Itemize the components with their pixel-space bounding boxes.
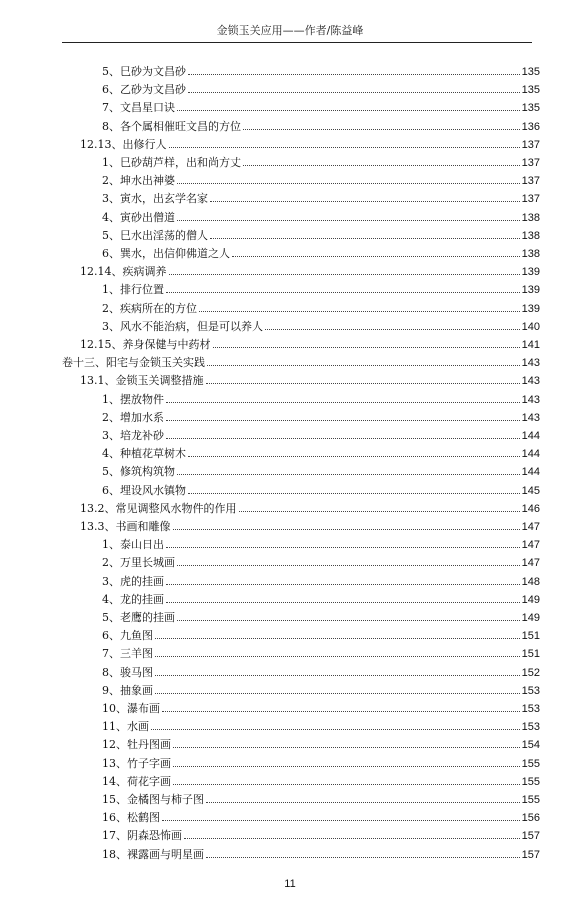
toc-entry[interactable] (102, 772, 540, 790)
toc-entry-page: 149 (521, 612, 540, 624)
toc-entry[interactable] (80, 517, 540, 535)
toc-entry-title: 8、各个属相催旺文昌的方位 (102, 119, 241, 133)
toc-entry[interactable] (102, 717, 540, 735)
toc-entry[interactable] (102, 390, 540, 408)
toc-entry[interactable] (102, 226, 540, 244)
dot-leader (169, 262, 520, 275)
toc-entry-title: 6、九鱼图 (102, 629, 153, 643)
dot-leader (173, 517, 520, 530)
toc-entry-page: 140 (521, 320, 540, 333)
toc-entry-title: 12、牡丹图画 (102, 738, 171, 752)
dot-leader (173, 735, 520, 748)
dot-leader (232, 244, 520, 257)
toc-entry-page: 155 (521, 775, 540, 788)
dot-leader (177, 553, 520, 566)
toc-entry[interactable] (80, 262, 540, 280)
toc-entry-title: 4、种植花草树木 (102, 447, 186, 461)
dot-leader (173, 754, 520, 767)
toc-entry-title: 7、三羊图 (102, 647, 153, 661)
toc-entry[interactable] (102, 153, 540, 171)
toc-entry-page: 153 (521, 721, 540, 734)
toc-entry-title: 6、埋设风水镇物 (102, 483, 186, 497)
toc-entry-page: 144 (521, 448, 540, 461)
toc-entry-title: 5、老鹰的挂画 (102, 611, 175, 624)
dot-leader (206, 371, 520, 384)
toc-entry-title: 5、巳水出淫荡的僧人 (102, 228, 208, 242)
toc-entry-page: 149 (521, 593, 540, 606)
dot-leader (162, 699, 520, 712)
toc-entry-title: 12.14、疾病调养 (80, 265, 167, 279)
toc-entry[interactable] (102, 735, 540, 753)
dot-leader (177, 171, 520, 184)
toc-entry-title: 5、修筑构筑物 (102, 465, 175, 479)
toc-entry-title: 16、松鹤图 (102, 811, 160, 825)
toc-entry-title: 1、排行位置 (102, 283, 164, 297)
toc-entry-title: 4、寅砂出僧道 (102, 210, 175, 224)
toc-entry[interactable] (62, 353, 540, 371)
toc-entry-title: 2、万里长城画 (102, 556, 175, 570)
toc-entry-page: 145 (521, 484, 540, 497)
dot-leader (162, 808, 520, 821)
toc-entry[interactable] (102, 644, 540, 662)
dot-leader (210, 226, 520, 239)
page-number: 11 (284, 878, 296, 890)
toc-entry-title: 13、竹子字画 (102, 756, 171, 770)
toc-entry-title: 17、阴森恐怖画 (102, 829, 182, 843)
dot-leader (199, 299, 520, 312)
toc-entry[interactable] (102, 317, 540, 335)
toc-entry-page: 139 (521, 302, 540, 315)
toc-entry-page: 143 (521, 411, 540, 424)
toc-entry-page: 157 (521, 848, 540, 861)
toc-entry-page: 151 (521, 648, 540, 661)
toc-entry-page: 136 (521, 120, 540, 133)
toc-entry[interactable] (102, 626, 540, 644)
toc-entry[interactable] (102, 754, 540, 772)
dot-leader (243, 153, 520, 166)
toc-entry[interactable] (102, 244, 540, 262)
toc-entry[interactable] (102, 80, 540, 98)
toc-entry-page: 146 (521, 502, 540, 515)
toc-entry-title: 7、文昌星口诀 (102, 101, 175, 115)
toc-entry-title: 12.15、养身保健与中药材 (80, 338, 211, 351)
dot-leader (239, 499, 520, 512)
toc-entry-page: 147 (521, 557, 540, 570)
toc-entry[interactable] (102, 481, 540, 499)
toc-entry-page: 151 (521, 630, 540, 643)
toc-entry[interactable] (102, 408, 540, 426)
toc-entry-title: 8、骏马图 (102, 665, 153, 679)
toc-entry-title: 6、巽水，出信仰佛道之人 (102, 247, 230, 260)
toc-entry[interactable] (102, 845, 540, 863)
dot-leader (151, 717, 520, 730)
dot-leader (188, 80, 520, 93)
toc-entry[interactable] (102, 62, 540, 80)
dot-leader (177, 608, 520, 621)
toc-entry-title: 2、坤水出神婆 (102, 174, 175, 188)
toc-entry-page: 154 (521, 739, 540, 752)
toc-entry-title: 1、巳砂葫芦样，出和尚方丈 (102, 156, 241, 169)
toc-entry-page: 143 (521, 357, 540, 370)
toc-entry-page: 139 (521, 266, 540, 279)
toc-entry[interactable] (102, 681, 540, 699)
dot-leader (166, 535, 520, 548)
toc-entry-page: 144 (521, 430, 540, 442)
toc-entry[interactable] (102, 426, 540, 444)
toc-entry-title: 卷十三、阳宅与金锁玉关实践 (62, 356, 205, 370)
toc-entry-title: 1、泰山日出 (102, 538, 164, 552)
dot-leader (177, 462, 520, 475)
toc-entry[interactable] (102, 572, 540, 590)
dot-leader (166, 408, 520, 421)
toc-entry[interactable] (102, 608, 540, 626)
toc-entry-title: 13.3、书画和雕像 (80, 520, 171, 533)
toc-entry-title: 10、瀑布画 (102, 702, 160, 715)
toc-entry-page: 137 (521, 193, 540, 206)
toc-entry[interactable] (102, 299, 540, 317)
dot-leader (206, 845, 520, 858)
toc-entry[interactable] (80, 499, 540, 517)
toc-entry-page: 139 (521, 284, 540, 297)
dot-leader (184, 826, 520, 839)
dot-leader (166, 280, 520, 293)
toc-entry-page: 141 (521, 339, 540, 351)
toc-entry[interactable] (80, 371, 540, 389)
toc-entry-page: 148 (521, 575, 540, 588)
dot-leader (169, 135, 520, 148)
dot-leader (206, 790, 520, 803)
toc-entry-title: 6、乙砂为文昌砂 (102, 83, 186, 97)
running-header: 金锁玉关应用——作者/陈益峰 (216, 24, 364, 37)
toc-entry[interactable] (102, 553, 540, 571)
toc-entry[interactable] (102, 208, 540, 226)
toc-entry-title: 4、龙的挂画 (102, 592, 164, 606)
toc-entry-page: 144 (521, 466, 540, 479)
toc-entry-page: 147 (521, 521, 540, 533)
toc-entry[interactable] (102, 444, 540, 462)
dot-leader (210, 189, 520, 202)
toc-entry[interactable] (102, 462, 540, 480)
toc-entry-page: 143 (521, 375, 540, 388)
toc-entry[interactable] (102, 280, 540, 298)
toc-entry-page: 138 (521, 248, 540, 260)
toc-entry-page: 137 (521, 175, 540, 188)
dot-leader (188, 62, 520, 75)
dot-leader (188, 481, 520, 494)
dot-leader (155, 626, 520, 639)
toc-entry-page: 135 (521, 66, 540, 78)
toc-entry-title: 18、裸露画与明星画 (102, 847, 204, 861)
toc-entry-page: 153 (521, 703, 540, 715)
toc-entry-page: 157 (521, 830, 540, 843)
toc-entry-page: 138 (521, 211, 540, 224)
toc-entry[interactable] (80, 335, 540, 353)
toc-entry-title: 11、水画 (102, 720, 149, 734)
toc-entry-page: 137 (521, 138, 540, 151)
toc-entry-title: 12.13、出修行人 (80, 137, 167, 151)
dot-leader (177, 208, 520, 221)
toc-entry-page: 153 (521, 684, 540, 697)
toc-entry-title: 15、金橘图与柿子图 (102, 793, 204, 806)
toc-entry-page: 138 (521, 229, 540, 242)
toc-entry-title: 1、摆放物件 (102, 392, 164, 406)
toc-entry[interactable] (102, 189, 540, 207)
toc-entry[interactable] (102, 699, 540, 717)
toc-entry[interactable] (102, 808, 540, 826)
toc-entry-page: 156 (521, 812, 540, 825)
toc-entry-page: 152 (521, 666, 540, 679)
toc-entry-page: 137 (521, 157, 540, 169)
toc-entry[interactable] (102, 790, 540, 808)
dot-leader (155, 644, 520, 657)
toc-entry-page: 147 (521, 539, 540, 552)
toc-entry[interactable] (102, 98, 540, 116)
toc-entry-page: 155 (521, 757, 540, 770)
dot-leader (213, 335, 520, 348)
dot-leader (166, 590, 520, 603)
dot-leader (155, 681, 520, 694)
toc-entry[interactable] (102, 826, 540, 844)
dot-leader (207, 353, 520, 366)
dot-leader (166, 390, 520, 403)
toc-entry-page: 135 (521, 102, 540, 115)
toc-entry-title: 3、培龙补砂 (102, 429, 164, 442)
toc-entry-title: 3、虎的挂画 (102, 574, 164, 588)
toc-entry-title: 2、疾病所在的方位 (102, 301, 197, 315)
toc-entry-title: 13.2、常见调整风水物件的作用 (80, 501, 237, 515)
toc-entry-title: 3、寅水，出玄学名家 (102, 192, 208, 206)
toc-entry[interactable] (80, 135, 540, 153)
toc-entry-title: 13.1、金锁玉关调整措施 (80, 374, 204, 388)
toc-entry-title: 2、增加水系 (102, 410, 164, 424)
dot-leader (188, 444, 520, 457)
toc-entry-title: 5、巳砂为文昌砂 (102, 65, 186, 78)
toc-entry[interactable] (102, 171, 540, 189)
dot-leader (177, 98, 520, 111)
toc-entry-page: 135 (521, 84, 540, 97)
toc-entry[interactable] (102, 117, 540, 135)
dot-leader (155, 663, 520, 676)
dot-leader (173, 772, 520, 785)
dot-leader (243, 117, 520, 130)
toc-entry[interactable] (102, 590, 540, 608)
header-divider (62, 42, 532, 43)
toc-entry-title: 3、风水不能治病，但是可以养人 (102, 319, 263, 333)
toc-entry-page: 155 (521, 794, 540, 806)
dot-leader (166, 572, 520, 585)
toc-entry[interactable] (102, 663, 540, 681)
toc-entry[interactable] (102, 535, 540, 553)
dot-leader (265, 317, 520, 330)
toc-entry-page: 143 (521, 393, 540, 406)
toc-entry-title: 9、抽象画 (102, 683, 153, 697)
dot-leader (166, 426, 520, 439)
toc-entry-title: 14、荷花字画 (102, 774, 171, 788)
